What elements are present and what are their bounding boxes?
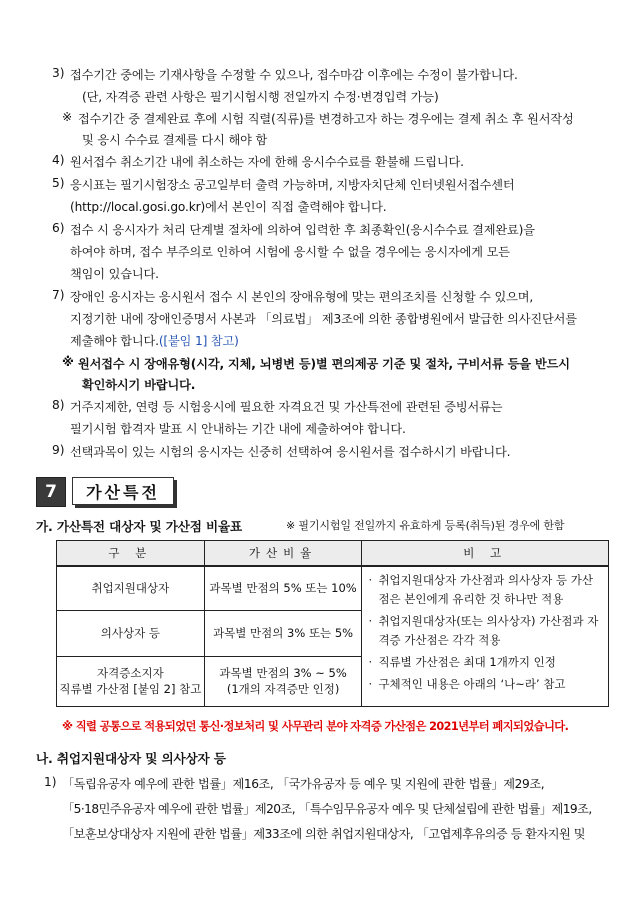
remark-text: 직류별 가산점은 최대 1개까지 인정 [378,655,556,669]
table-row [57,566,609,610]
remark-item: · 구체적인 내용은 아래의 ‘나~라’ 참고 [368,677,566,691]
item-number: 9) [52,443,65,457]
note-line-2: 및 응시 수수료 결제를 다시 해야 함 [82,133,268,147]
item-7-line-2: 지정기한 내에 장애인증명서 사본과 「의료법」 제3조에 의한 종합병원에서 발급한 의사진단서를 [70,312,577,326]
item-number: 1) [44,775,57,789]
ratio-cell: 과목별 만점의 5% 또는 10% [204,566,362,610]
category-line-2: 직류별 가산점 [붙임 2] 참고 [59,682,202,696]
subsection-b-line-1: 「독립유공자 예우에 관한 법률」제16조, 「국가유공자 등 예우 및 지원에 관한 법률」제29조, [62,777,545,791]
bold-note-mark: ※ [62,355,74,369]
header-ratio: 가산비율 [204,541,362,567]
category-cell: 취업지원대상자 [57,566,205,610]
item-number: 5) [52,176,65,190]
item-7-line-1: 장애인 응시자는 응시원서 접수 시 본인의 장애유형에 맞는 편의조치를 신청할 수 있으며, [70,290,534,304]
abolition-notice: ※ 직렬 공통으로 적용되었던 통신·정보처리 및 사무관리 분야 자격증 가산점은 2021년부터 폐지되었습니다. [62,720,569,733]
ratio-line-2: (1개의 자격증만 인정) [226,682,340,696]
item-3-line-1: 접수기간 중에는 기재사항을 수정할 수 있으나, 접수마감 이후에는 수정이 불가합니다. [70,68,518,82]
note-mark: ※ [62,110,73,124]
item-6-line-2: 하여야 하며, 접수 부주의로 인하여 시험에 응시할 수 없을 경우에는 응시자에게 모든 [70,245,510,259]
subsection-b-line-2: 「5·18민주유공자 예우에 관한 법률」제20조, 「특수임무유공자 예우 및 단체설립에 관한 법률」제19조, [62,802,592,816]
subsection-b-title: 나. 취업지원대상자 및 의사상자 등 [36,751,226,766]
item-8-line-1: 거주지제한, 연령 등 시험응시에 필요한 자격요건 및 가산특전에 관련된 증빙서류는 [70,400,503,414]
item-number: 7) [52,288,65,302]
bold-note-line-2: 확인하시기 바랍니다. [82,378,196,392]
category-line-1: 자격증소지자 [97,666,164,680]
ratio-cell: 과목별 만점의 3% 또는 5% [204,610,362,656]
item-6-line-3: 책임이 있습니다. [70,267,159,281]
bonus-rate-table [56,540,609,707]
category-cell: 의사상자 등 [57,610,205,656]
item-4-line-1: 원서접수 취소기간 내에 취소하는 자에 한해 응시수수료를 환불해 드립니다. [70,155,464,169]
header-remark: 비 고 [362,541,609,567]
item-number: 6) [52,221,65,235]
item-6-line-1: 접수 시 응시자가 처리 단계별 절차에 의하여 입력한 후 최종확인(응시수수료 결제완료)을 [70,223,535,237]
subsection-b-line-3: 「보훈보상대상자 지원에 관한 법률」제33조에 의한 취업지원대상자, 「고엽제후유의증 등 환자지원 및 [62,827,585,841]
attachment-1-link[interactable]: ([붙임 1] 참고) [158,334,239,348]
remark-item: · 취업지원대상자(또는 의사상자) 가산점과 자격증 가산점은 각각 적용 [368,614,599,647]
ratio-cell [204,656,362,706]
remark-text: 취업지원대상자(또는 의사상자) 가산점과 자격증 가산점은 각각 적용 [378,614,599,647]
remark-item: · 직류별 가산점은 최대 1개까지 인정 [368,655,556,669]
item-8-line-2: 필기시험 합격자 발표 시 안내하는 기간 내에 제출하여야 합니다. [70,422,406,436]
item-number: 3) [52,66,65,80]
item-number: 8) [52,398,65,412]
subsection-a-title: 가. 가산특전 대상자 및 가산점 비율표 [36,519,243,534]
subsection-a-note: ※ 필기시험일 전일까지 유효하게 등록(취득)된 경우에 한함 [286,519,565,532]
section-number: 7 [36,477,66,507]
remark-text: 구체적인 내용은 아래의 ‘나~라’ 참고 [378,677,566,691]
bold-note-line-1: 원서접수 시 장애유형(시각, 지체, 뇌병변 등)별 편의제공 기준 및 절차, 구비서류 등을 반드시 [78,357,570,371]
item-5-line-1: 응시표는 필기시험장소 공고일부터 출력 가능하며, 지방자치단체 인터넷원서접수센터 [70,178,515,192]
remark-text: 취업지원대상자 가산점과 의사상자 등 가산점은 본인에게 유리한 것 하나만 적용 [378,573,594,606]
table-header-row [57,541,609,567]
item-7-line-3 [70,332,239,349]
item-number: 4) [52,153,65,167]
item-7-line-3-text: 제출해야 합니다. [70,334,159,348]
remark-cell [362,566,609,706]
item-9-line-1: 선택과목이 있는 시험의 응시자는 신중히 선택하여 응시원서를 접수하시기 바랍니다. [70,445,511,459]
ratio-line-1: 과목별 만점의 3% ~ 5% [219,666,347,680]
remark-item: · 취업지원대상자 가산점과 의사상자 등 가산점은 본인에게 유리한 것 하나만 적용 [368,573,594,606]
item-5-line-2: (http://local.gosi.go.kr)에서 본인이 직접 출력해야 합니다. [70,200,387,214]
section-title: 가산특전 [72,477,174,505]
category-cell [57,656,205,706]
section-header [36,477,174,507]
item-3-line-2: (단, 자격증 관련 사항은 필기시험시행 전일까지 수정·변경입력 가능) [82,90,439,104]
note-line-1: 접수기간 중 결제완료 후에 시험 직렬(직류)를 변경하고자 하는 경우에는 결제 취소 후 원서작성 [78,112,574,126]
header-category: 구 분 [57,541,205,567]
